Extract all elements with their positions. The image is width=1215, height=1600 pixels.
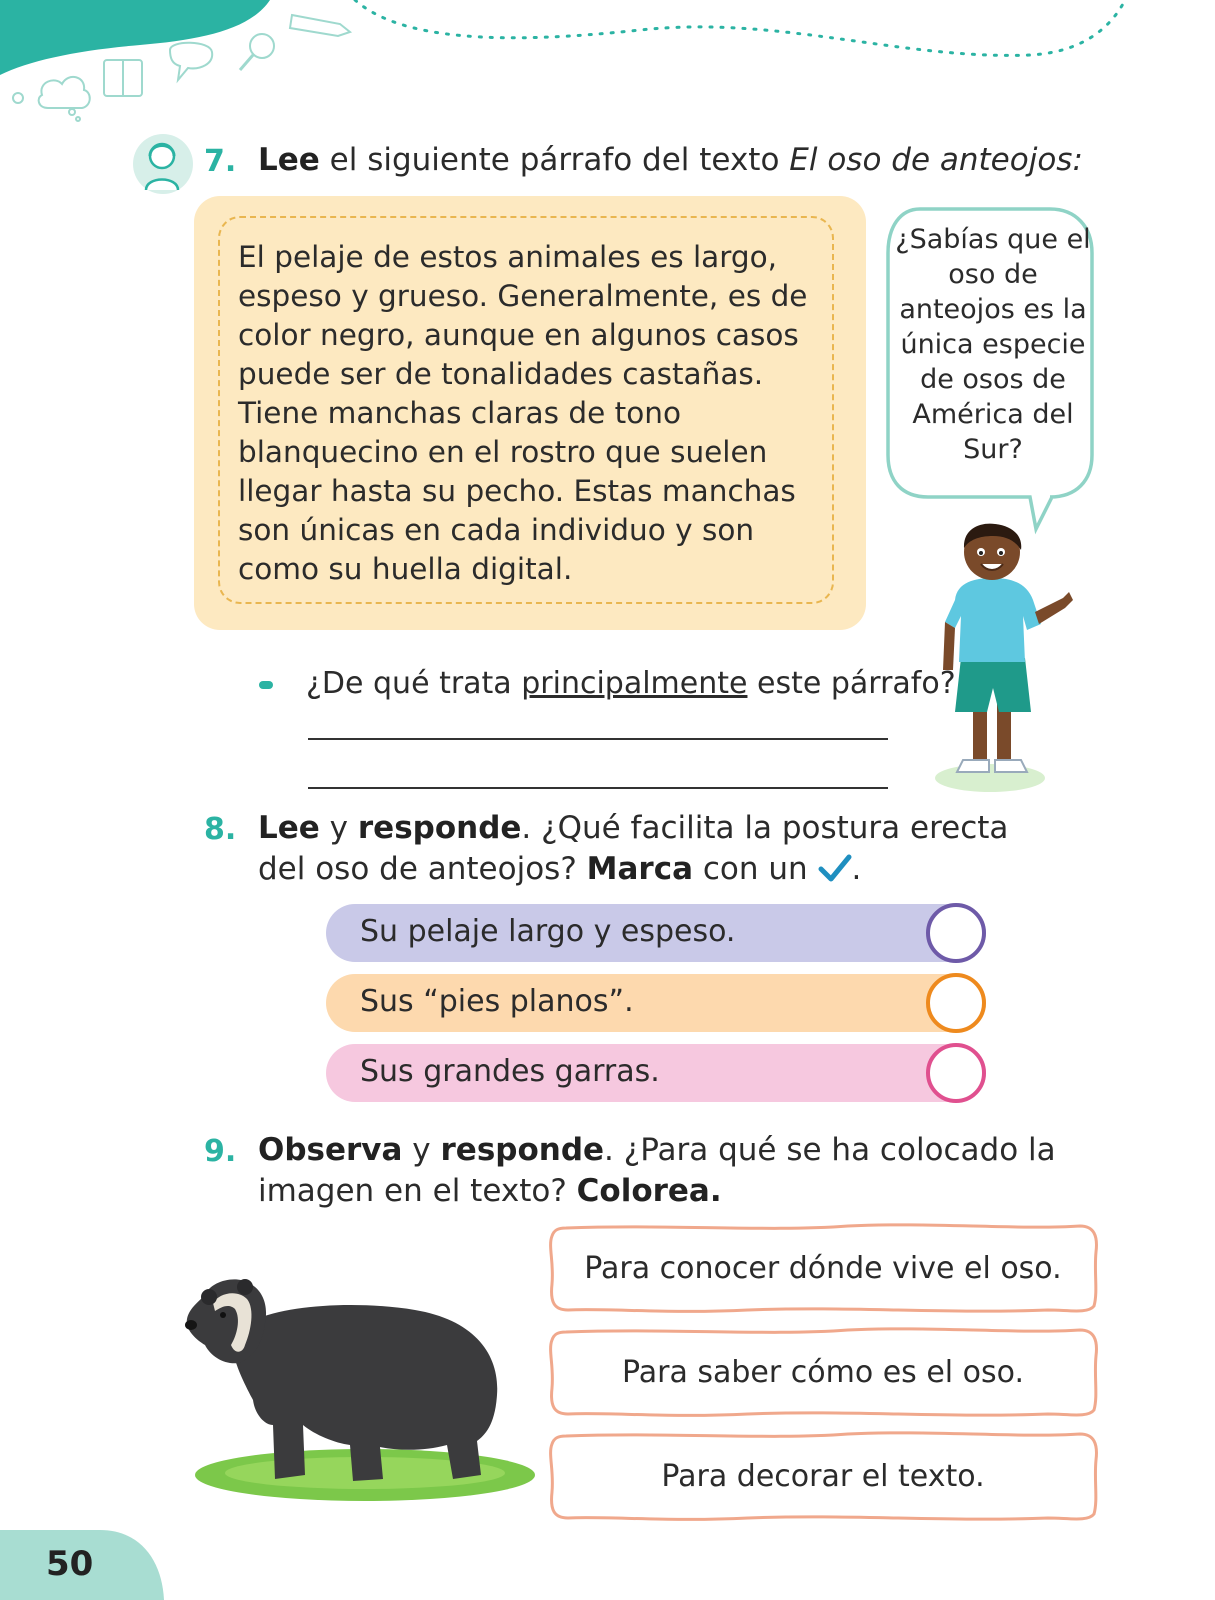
q9-option-3-label: Para decorar el texto. [661, 1458, 985, 1494]
q8-text-end: . [851, 851, 862, 887]
checkmark-icon [818, 853, 852, 883]
bubble-text: ¿Sabías que el oso de anteojos es la única especie de osos de América del Sur? [895, 224, 1091, 465]
q9-option-1-label: Para conocer dónde vive el oso. [584, 1250, 1062, 1286]
q7-title: El oso de anteojos: [789, 142, 1083, 178]
q9-bold-2: responde [440, 1132, 605, 1168]
q8-option-3-label: Sus grandes garras. [360, 1054, 660, 1089]
answer-line-2[interactable] [308, 787, 888, 789]
bullet [259, 681, 273, 689]
q9-text-2: . ¿Para qué se ha colocado la imagen en el texto? [258, 1132, 1056, 1209]
q8-option-3-checkbox[interactable] [926, 1043, 986, 1103]
q7-question [306, 663, 956, 704]
page-number: 50 [46, 1544, 94, 1584]
q9-option-2[interactable] [548, 1326, 1098, 1418]
q8-option-2-label: Sus “pies planos”. [360, 984, 634, 1019]
q9-bold-1: Observa [258, 1132, 403, 1168]
q8-text-2: . ¿Qué facilita la postura erecta del oso de anteojos? [258, 810, 1009, 887]
answer-line-1[interactable] [308, 738, 888, 740]
q7-question-suffix: este párrafo? [747, 666, 956, 701]
q8-bold-2: responde [357, 810, 522, 846]
reading-paragraph: El pelaje de estos animales es largo, espeso y grueso. Generalmente, es de color negro, aunque en algunos casos puede ser de tonalidades castañas. Tiene manchas claras de tono blanquecino en el rostro que suelen llegar hasta su pecho. Estas manchas son únicas en cada individuo y son como su huella digital. [238, 240, 808, 586]
header-decoration [0, 0, 1215, 130]
question-9-number: 9. [204, 1134, 237, 1169]
boy-illustration [935, 520, 1095, 800]
q8-option-1[interactable] [326, 904, 986, 962]
q7-question-prefix: ¿De qué trata [306, 666, 522, 701]
q7-rest: el siguiente párrafo del texto [319, 142, 790, 178]
q9-bold-3: Colorea. [576, 1173, 722, 1209]
question-7-number: 7. [204, 144, 237, 179]
q8-option-1-label: Su pelaje largo y espeso. [360, 914, 736, 949]
question-8-prompt [258, 808, 1058, 890]
q7-bold: Lee [258, 142, 320, 178]
question-8-number: 8. [204, 812, 237, 847]
student-icon [132, 132, 194, 196]
q8-option-3[interactable] [326, 1044, 986, 1102]
q9-option-2-label: Para saber cómo es el oso. [621, 1354, 1025, 1390]
q9-option-3[interactable] [548, 1430, 1098, 1522]
q8-option-2-checkbox[interactable] [926, 973, 986, 1033]
q9-text-1: y [402, 1132, 441, 1168]
question-7-prompt [258, 140, 1098, 181]
q8-text-1: y [319, 810, 358, 846]
q8-option-1-checkbox[interactable] [926, 903, 986, 963]
q8-bold-3: Marca [586, 851, 693, 887]
q7-question-underlined: principalmente [521, 666, 748, 701]
spectacled-bear-illustration [185, 1275, 535, 1505]
q8-bold-1: Lee [258, 810, 320, 846]
q8-text-3: con un [693, 851, 818, 887]
q8-option-2[interactable] [326, 974, 986, 1032]
question-9-prompt [258, 1130, 1058, 1212]
q9-option-1[interactable] [548, 1222, 1098, 1314]
